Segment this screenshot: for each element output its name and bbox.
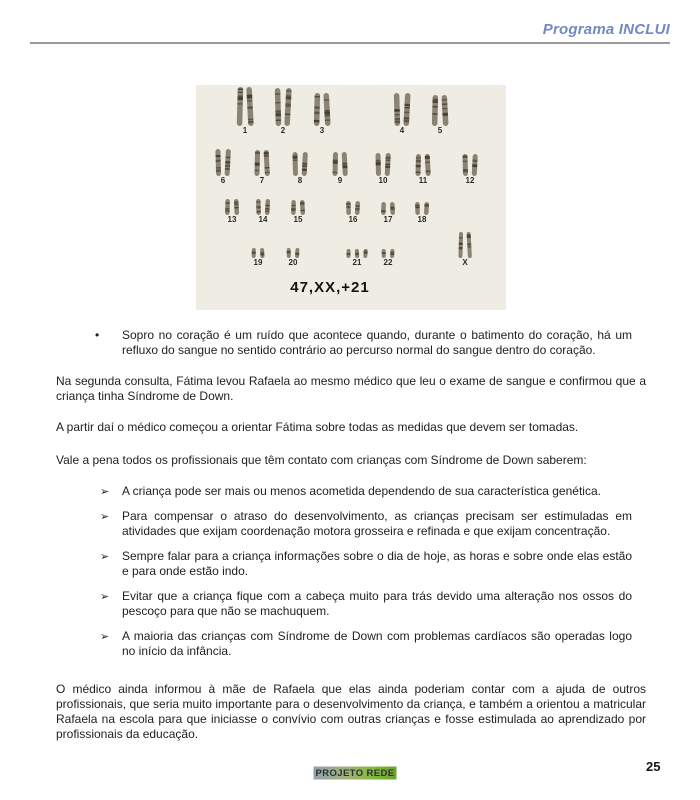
- svg-text:2: 2: [280, 126, 286, 135]
- svg-text:13: 13: [227, 215, 237, 224]
- paragraph-doctor-guidance: A partir daí o médico começou a orientar Fátima sobre todas as medidas que devem ser tomadas.: [56, 420, 579, 434]
- projeto-rede-logo: [313, 766, 397, 780]
- paragraph-second-consult: Na segunda consulta, Fátima levou Rafaela ao mesmo médico que leu o exame de sangue e confirmou que a criança tinha Síndrome de Down.: [56, 374, 646, 403]
- svg-text:9: 9: [337, 176, 343, 185]
- page-header-title: Programa INCLUI: [542, 21, 670, 38]
- arrow-list-item: [100, 484, 632, 499]
- svg-text:47,XX,+21: 47,XX,+21: [290, 279, 370, 296]
- arrow-item-text: Evitar que a criança fique com a cabeça muito para trás devido uma alteração nos ossos do pescoço para que não se machuquem.: [122, 589, 632, 618]
- paragraph-professionals-intro: Vale a pena todos os profissionais que têm contato com crianças com Síndrome de Down saberem:: [56, 453, 587, 467]
- arrow-list-item: [100, 589, 632, 619]
- arrow-bullet-icon: ➢: [100, 485, 110, 498]
- arrow-item-text: A criança pode ser mais ou menos acometida dependendo de sua característica genética.: [122, 484, 601, 498]
- svg-text:11: 11: [418, 176, 428, 185]
- svg-text:6: 6: [220, 176, 226, 185]
- svg-text:8: 8: [297, 176, 303, 185]
- svg-text:4: 4: [399, 126, 405, 135]
- svg-text:7: 7: [259, 176, 265, 185]
- svg-text:20: 20: [288, 258, 298, 267]
- svg-text:12: 12: [465, 176, 475, 185]
- svg-text:14: 14: [258, 215, 268, 224]
- arrow-list-item: [100, 549, 632, 579]
- arrow-list-item: [100, 629, 632, 659]
- svg-text:21: 21: [352, 258, 362, 267]
- arrow-bullet-icon: ➢: [100, 550, 110, 563]
- arrow-bullet-icon: ➢: [100, 630, 110, 643]
- down-syndrome-facts-list: [100, 484, 632, 669]
- svg-text:19: 19: [253, 258, 263, 267]
- bullet-list-item: [95, 328, 632, 358]
- svg-text:17: 17: [383, 215, 393, 224]
- svg-text:10: 10: [378, 176, 388, 185]
- svg-text:5: 5: [437, 126, 443, 135]
- svg-text:18: 18: [417, 215, 427, 224]
- arrow-item-text: Sempre falar para a criança informações sobre o dia de hoje, as horas e sobre onde elas estão e para onde estão indo.: [122, 549, 632, 578]
- svg-text:22: 22: [383, 258, 393, 267]
- svg-text:X: X: [462, 258, 468, 267]
- karyotype-figure: [196, 85, 506, 310]
- closing-paragraph: O médico ainda informou à mãe de Rafaela que elas ainda poderiam contar com a ajuda de outros profissionais, que seria muito importante para o desenvolvimento da criança, e também a orientou a matricular Rafaela na escola para que iniciasse o convívio com outras crianças e fosse estimulada ao aprendizado por profissionais da educação.: [56, 682, 646, 741]
- page-number: 25: [646, 759, 661, 774]
- svg-text:3: 3: [319, 126, 325, 135]
- bullet-icon: •: [95, 328, 100, 342]
- svg-text:1: 1: [242, 126, 248, 135]
- karyotype-image: [196, 85, 506, 310]
- header-divider: [30, 42, 670, 44]
- arrow-list-item: [100, 509, 632, 539]
- arrow-item-text: Para compensar o atraso do desenvolvimento, as crianças precisam ser estimuladas em atividades que exijam coordenação motora grosseira e refinada e que exijam concentração.: [122, 509, 632, 538]
- arrow-bullet-icon: ➢: [100, 590, 110, 603]
- bullet-item-text: Sopro no coração é um ruído que acontece quando, durante o batimento do coração, há um refluxo do sangue no sentido contrário ao percurso normal do sangue dentro do coração.: [122, 328, 632, 357]
- svg-text:15: 15: [293, 215, 303, 224]
- arrow-item-text: A maioria das crianças com Síndrome de Down com problemas cardíacos são operadas logo no início da infância.: [122, 629, 632, 658]
- arrow-bullet-icon: ➢: [100, 510, 110, 523]
- projeto-rede-logo-text: PROJETO REDE: [315, 767, 395, 779]
- svg-text:16: 16: [348, 215, 358, 224]
